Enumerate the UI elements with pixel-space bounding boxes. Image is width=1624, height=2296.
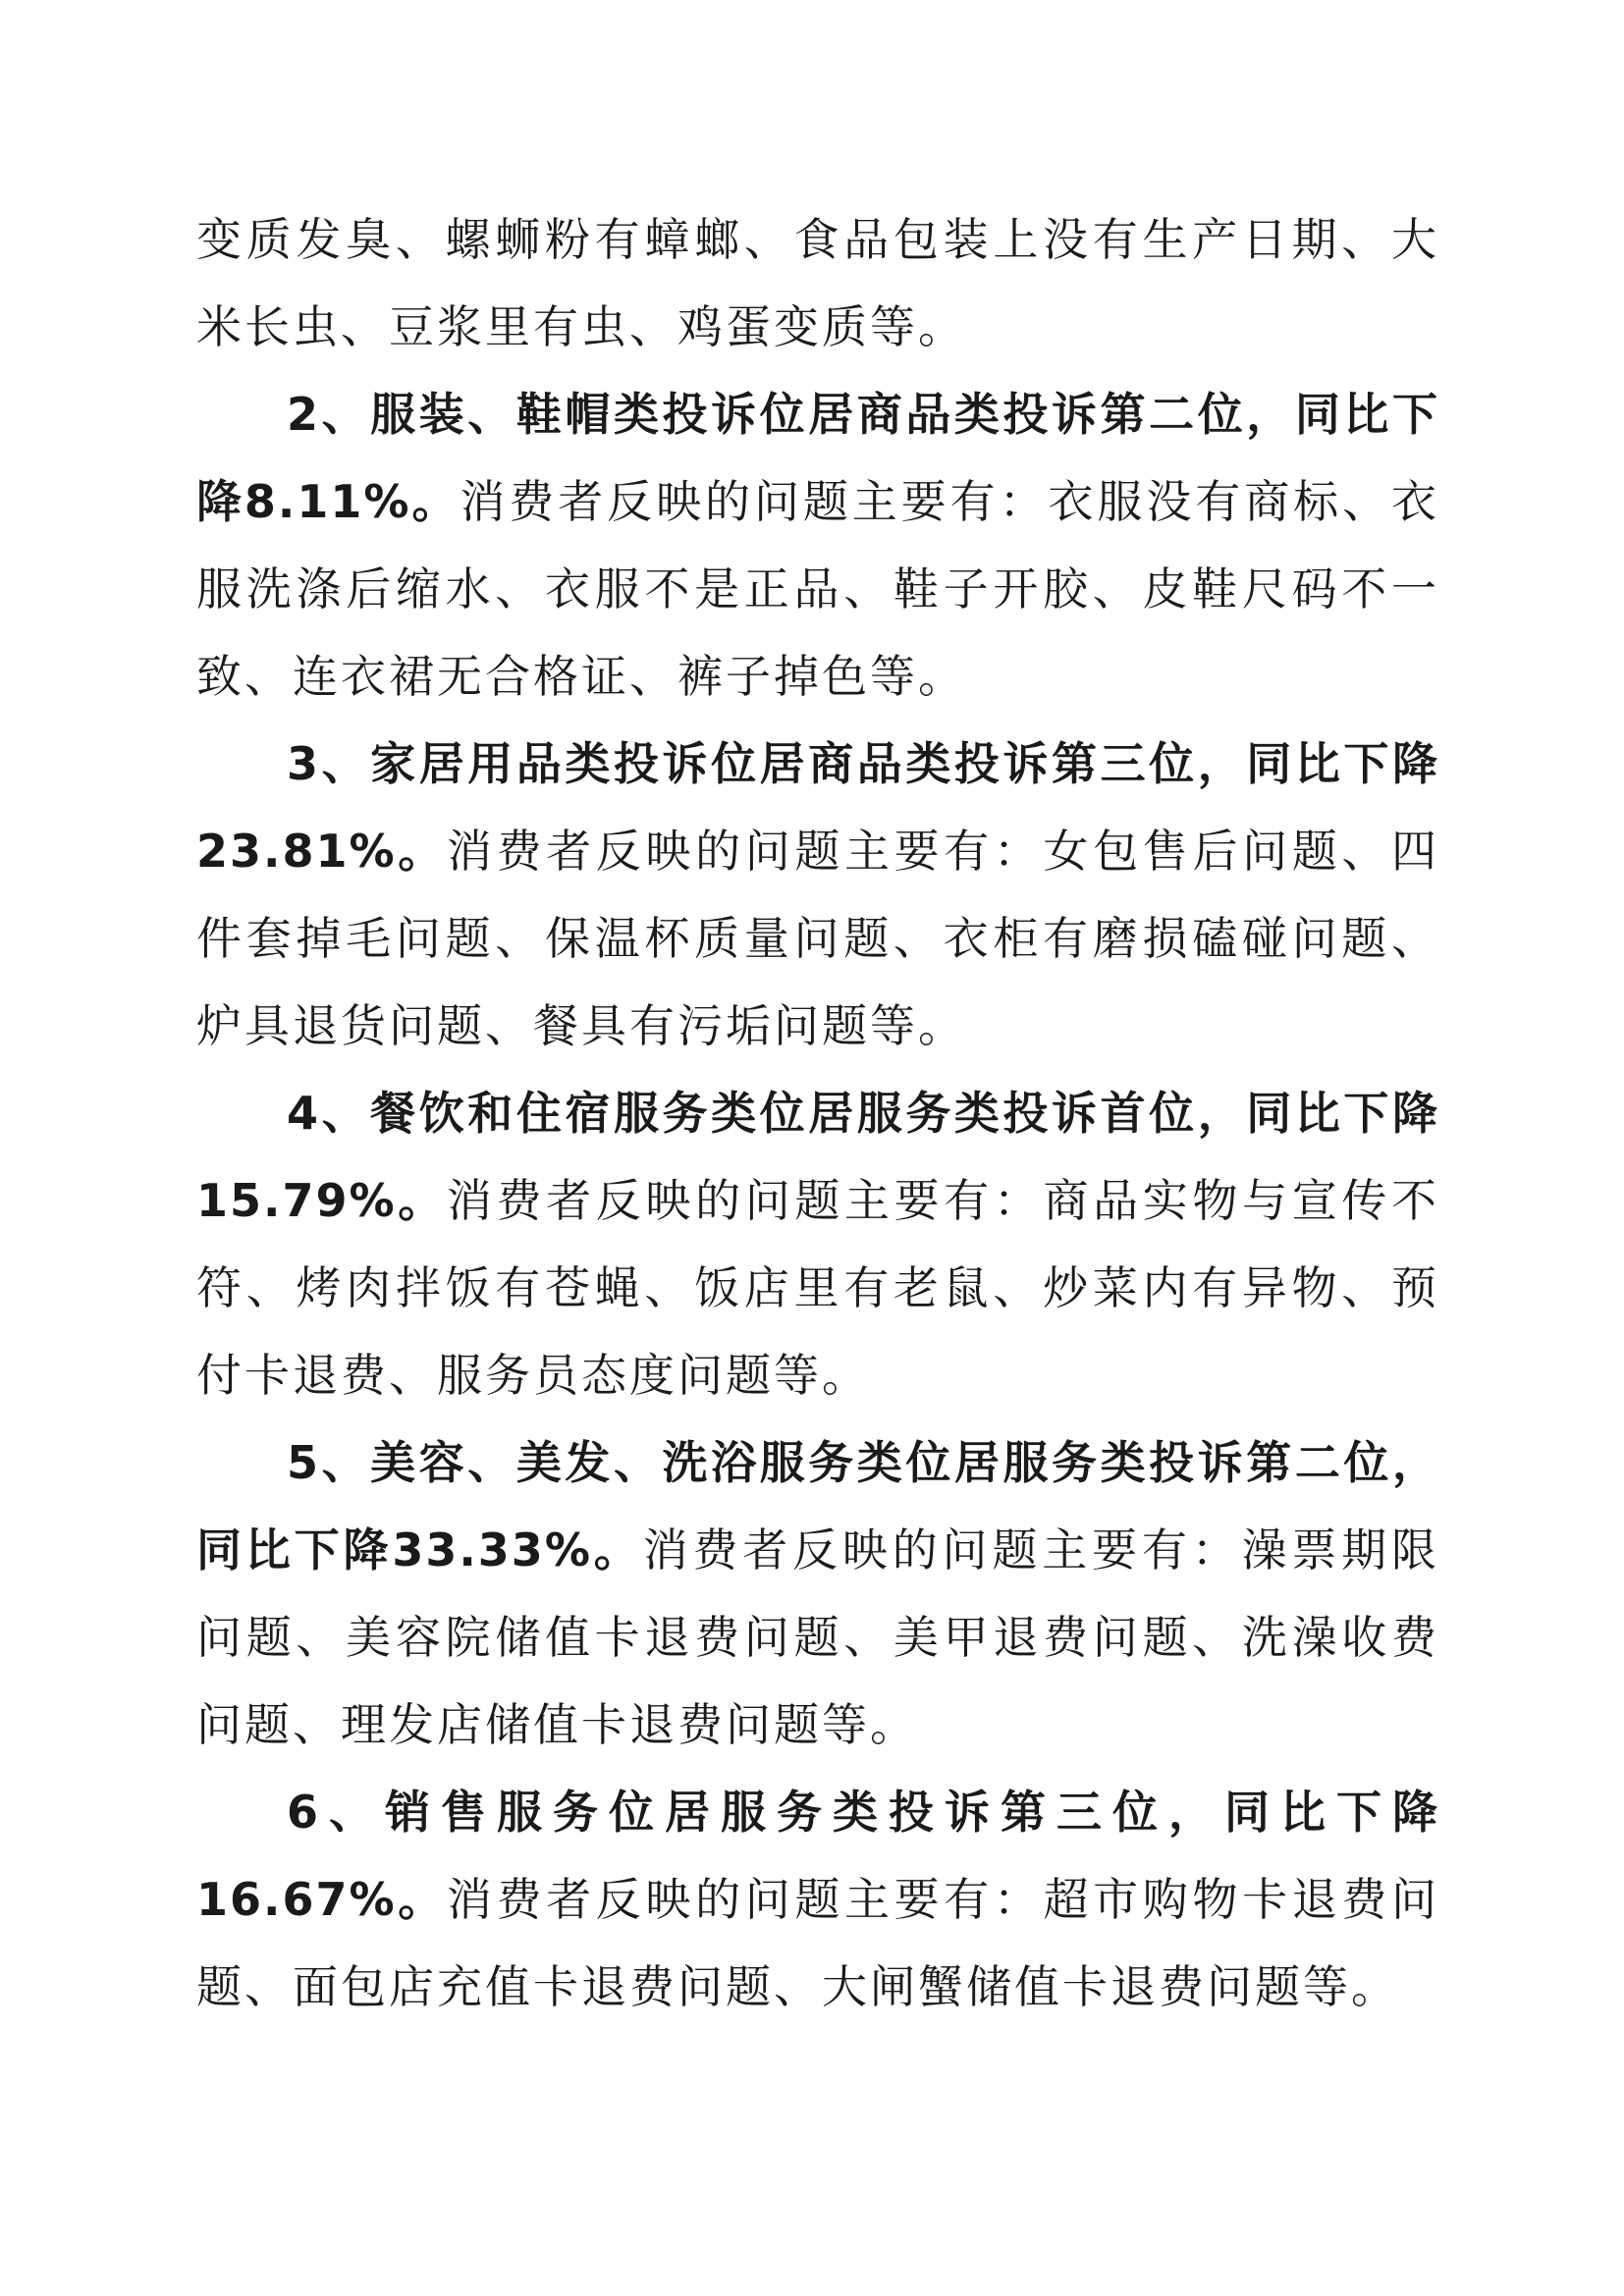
paragraph-item-2 — [196, 371, 1439, 721]
paragraph-body: 消费者反映的问题主要有：衣服没有商标、衣服洗涤后缩水、衣服不是正品、鞋子开胶、皮鞋尺码不一致、连衣裙无合格证、裤子掉色等。 — [196, 475, 1439, 703]
document-page — [196, 196, 1439, 2031]
paragraph-item-6 — [196, 1769, 1439, 2031]
paragraph-item-5 — [196, 1419, 1439, 1769]
paragraph-item-4 — [196, 1070, 1439, 1419]
paragraph-body: 消费者反映的问题主要有：超市购物卡退费问题、面包店充值卡退费问题、大闸蟹储值卡退费问题等。 — [196, 1873, 1440, 2013]
paragraph-body: 变质发臭、螺蛳粉有蟑螂、食品包装上没有生产日期、大米长虫、豆浆里有虫、鸡蛋变质等。 — [196, 213, 1439, 353]
paragraph-item-3 — [196, 721, 1439, 1070]
paragraph-heading: 4、餐饮和住宿服务类位居服务类投诉首位，同比下降15.79%。 — [196, 1087, 1439, 1227]
paragraph-body: 消费者反映的问题主要有：女包售后问题、四件套掉毛问题、保温杯质量问题、衣柜有磨损磕碰问题、炉具退货问题、餐具有污垢问题等。 — [196, 825, 1440, 1052]
paragraph-heading: 6、销售服务位居服务类投诉第三位，同比下降16.67%。 — [196, 1786, 1439, 1926]
paragraph-body: 消费者反映的问题主要有：商品实物与宣传不符、烤肉拌饭有苍蝇、饭店里有老鼠、炒菜内有异物、预付卡退费、服务员态度问题等。 — [196, 1174, 1440, 1402]
paragraph-body: 消费者反映的问题主要有：澡票期限问题、美容院储值卡退费问题、美甲退费问题、洗澡收费问题、理发店储值卡退费问题等。 — [196, 1523, 1440, 1751]
paragraph-heading: 3、家居用品类投诉位居商品类投诉第三位，同比下降23.81%。 — [196, 737, 1439, 878]
paragraph-heading: 5、美容、美发、洗浴服务类位居服务类投诉第二位，同比下降33.33%。 — [196, 1436, 1439, 1576]
paragraph-continued — [196, 196, 1439, 371]
paragraph-heading: 2、服装、鞋帽类投诉位居商品类投诉第二位，同比下降8.11%。 — [196, 388, 1439, 528]
